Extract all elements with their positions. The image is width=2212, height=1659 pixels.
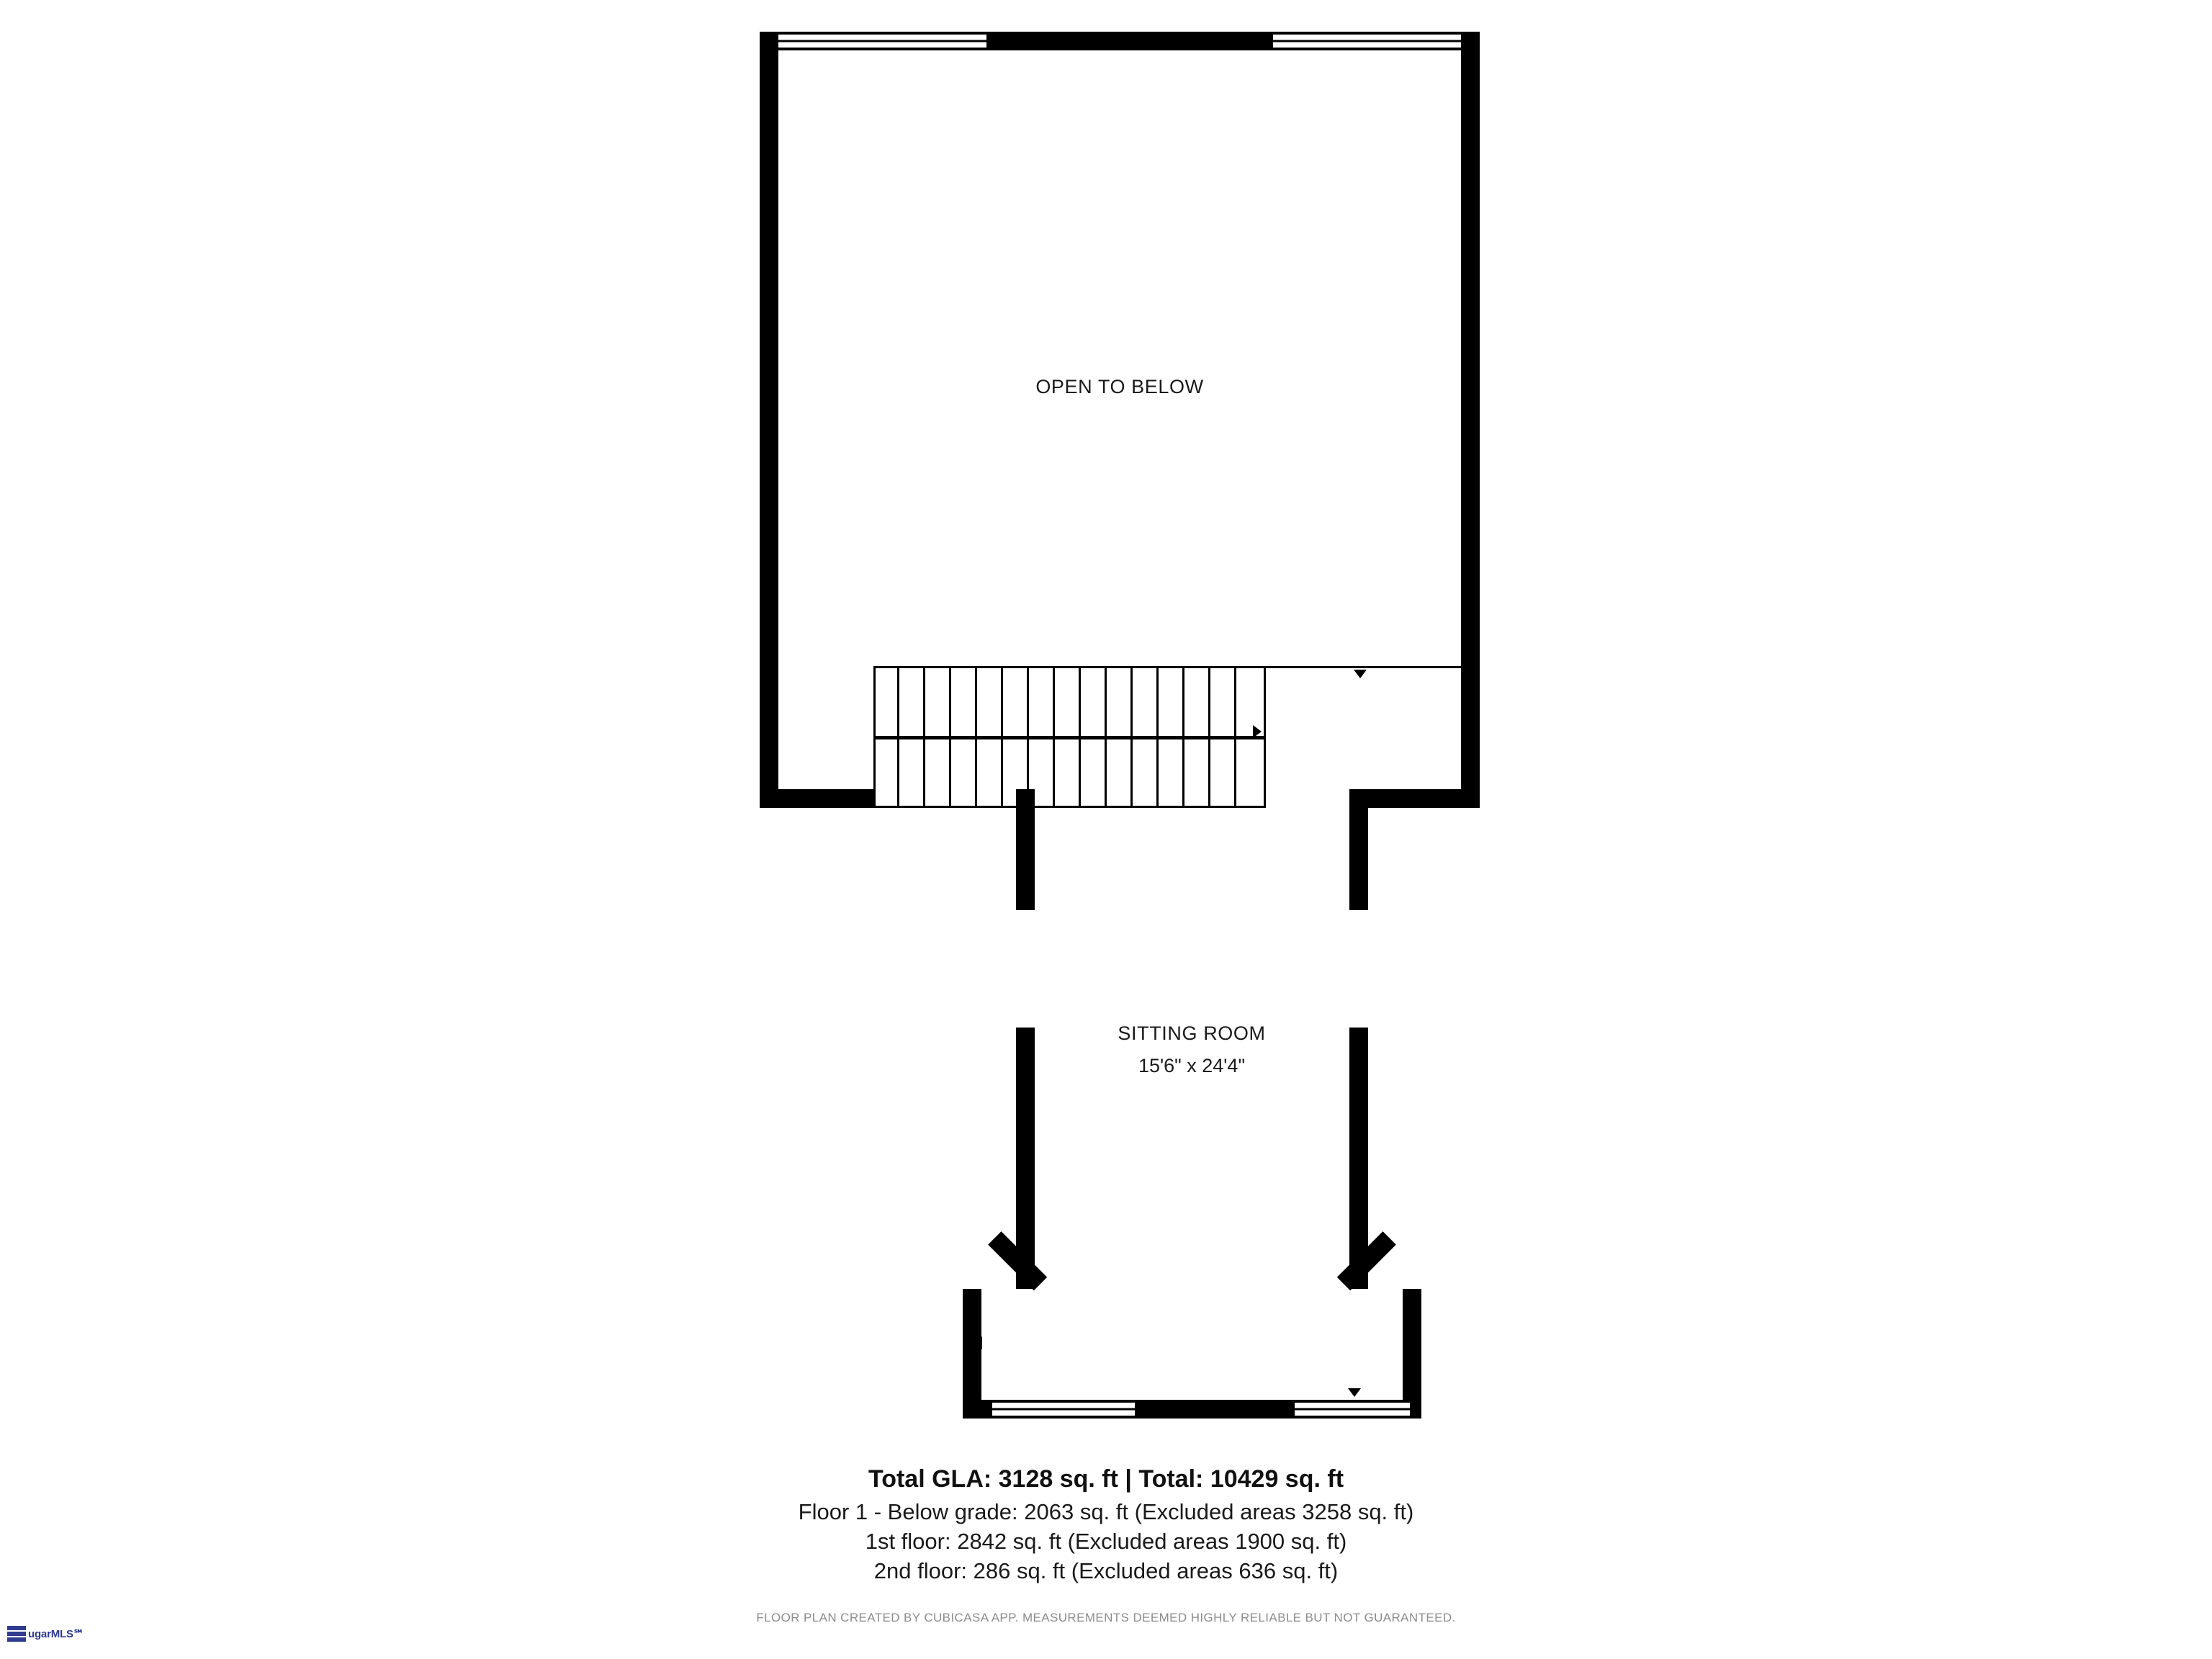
summary-footer xyxy=(0,1465,2212,1625)
bay-marker-left xyxy=(974,1336,982,1349)
wall-right-upper xyxy=(1461,32,1480,808)
window-bottom-right xyxy=(1295,1400,1410,1419)
room-label-sitting-room: SITTING ROOM xyxy=(1118,1022,1266,1044)
bay-marker-bottom xyxy=(1348,1388,1361,1397)
stairs-run-upper xyxy=(873,666,1266,738)
stairs-arrow-right xyxy=(1253,725,1262,738)
window-top-right xyxy=(1273,32,1467,50)
wall-bay-right xyxy=(1403,1289,1421,1419)
wall-sitting-right-upper xyxy=(1349,789,1368,910)
window-bottom-left xyxy=(992,1400,1135,1419)
window-top-left xyxy=(776,32,986,50)
stairs-run-lower xyxy=(873,737,1266,808)
wall-bay-left xyxy=(963,1289,981,1419)
stairs-arrow-down xyxy=(1354,670,1367,678)
mls-logo-text: ugarMLS℠ xyxy=(28,1628,84,1640)
summary-line-first-floor: 1st floor: 2842 sq. ft (Excluded areas 1900 sq. ft) xyxy=(865,1528,1347,1554)
room-label-open-to-below: OPEN TO BELOW xyxy=(1035,376,1204,397)
mls-logo xyxy=(7,1626,84,1642)
disclaimer-text: FLOOR PLAN CREATED BY CUBICASA APP. MEASUREMENTS DEEMED HIGHLY RELIABLE BUT NOT GUARANTEED. xyxy=(756,1610,1456,1624)
stairs-rail xyxy=(1266,666,1480,668)
mls-logo-icon xyxy=(7,1626,26,1642)
summary-line-below-grade: Floor 1 - Below grade: 2063 sq. ft (Excluded areas 3258 sq. ft) xyxy=(798,1499,1414,1524)
room-dims-sitting-room: 15'6" x 24'4" xyxy=(1138,1055,1246,1076)
summary-line-second-floor: 2nd floor: 286 sq. ft (Excluded areas 636 sq. ft) xyxy=(873,1557,1339,1583)
total-gla-line: Total GLA: 3128 sq. ft | Total: 10429 sq. ft xyxy=(868,1465,1344,1493)
stairs xyxy=(873,666,1266,808)
door-opening-right xyxy=(1349,910,1368,1028)
wall-sitting-left-upper xyxy=(1016,789,1035,910)
door-opening-left xyxy=(1016,910,1035,1028)
bay-marker-right xyxy=(1409,1336,1418,1349)
wall-left-upper xyxy=(760,32,778,808)
wall-bottom-upper-right xyxy=(1349,789,1480,808)
